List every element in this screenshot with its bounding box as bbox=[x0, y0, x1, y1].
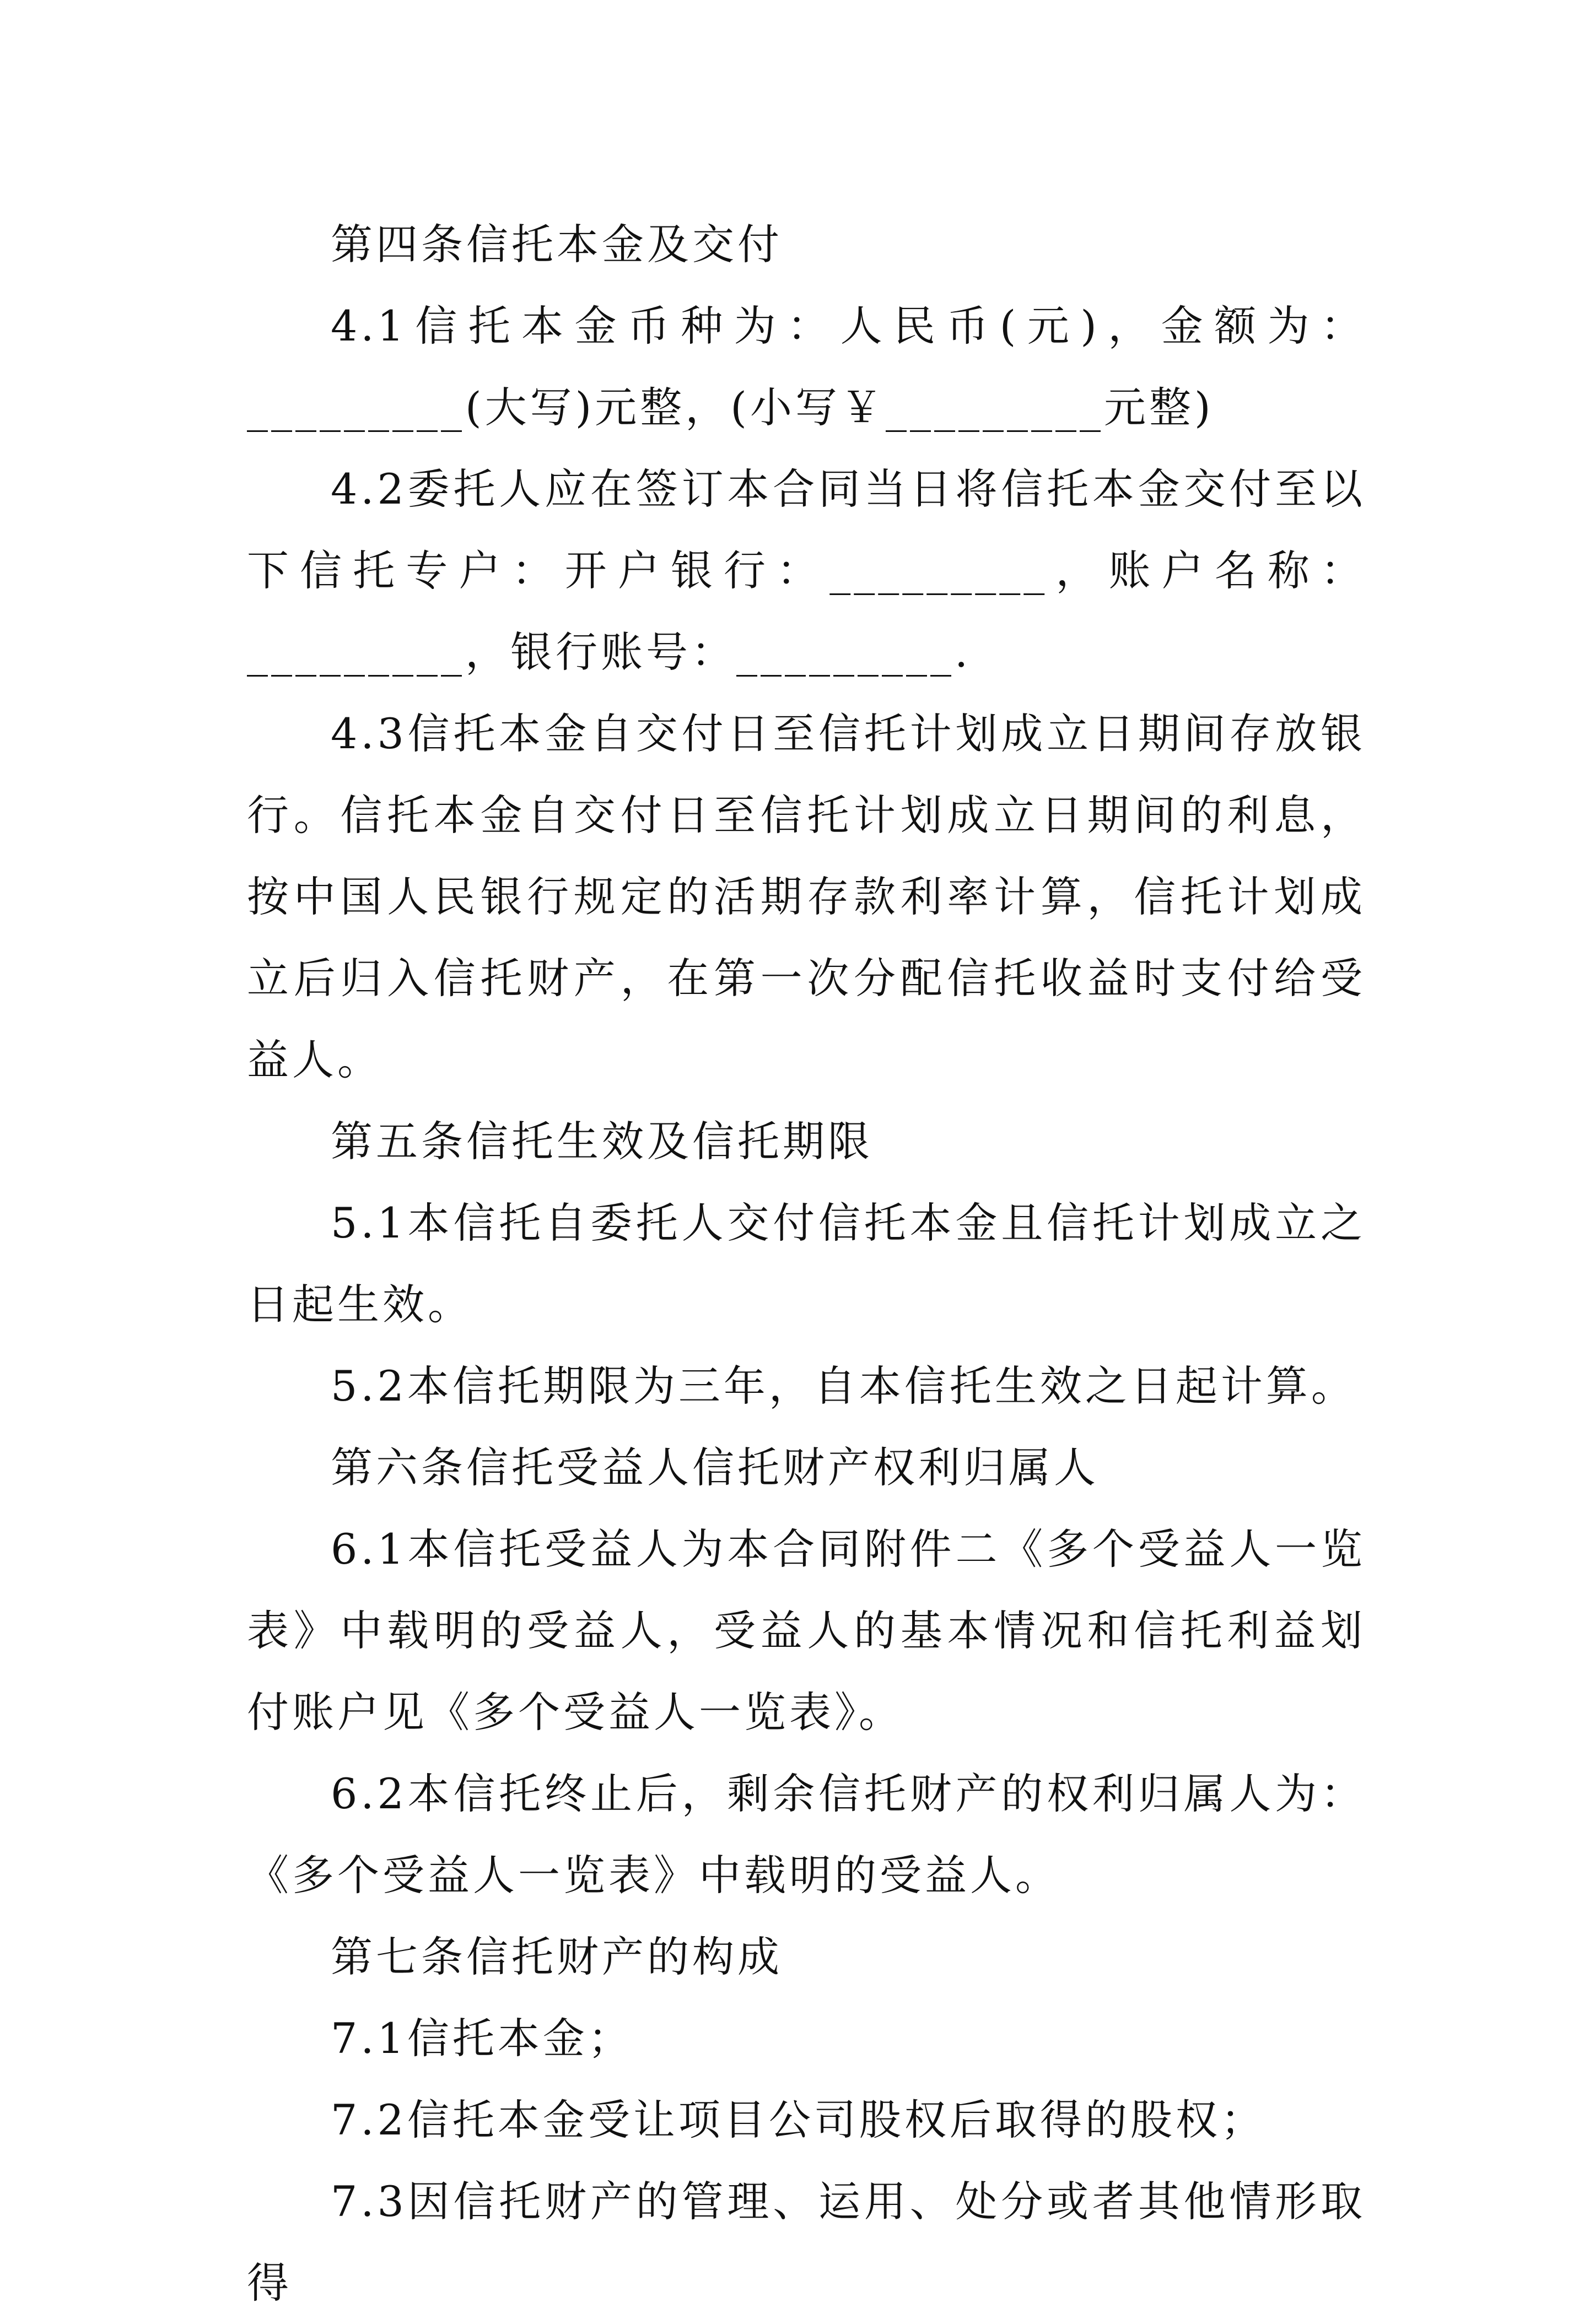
section-heading-6: 第六条信托受益人信托财产权利归属人 bbox=[331, 1443, 1099, 1492]
clause-4-1: 4.1信托本金币种为：人民币(元)，金额为：_________(大写)元整，(小写￥_________元整) bbox=[247, 301, 1366, 432]
clause-4-3: 4.3信托本金自交付日至信托计划成立日期间存放银行。信托本金自交付日至信托计划成立日期间的利息，按中国人民银行规定的活期存款利率计算，信托计划成立后归入信托财产，在第一次分配信托收益时支付给受益人。 bbox=[247, 709, 1366, 1084]
clause-7-3: 7.3因信托财产的管理、运用、处分或者其他情形取得 bbox=[247, 2177, 1366, 2307]
section-heading-5: 第五条信托生效及信托期限 bbox=[331, 1117, 873, 1166]
clause-7-1: 7.1信托本金； bbox=[331, 2014, 633, 2063]
section-heading-4: 第四条信托本金及交付 bbox=[331, 220, 783, 269]
clause-5-2: 5.2本信托期限为三年，自本信托生效之日起计算。 bbox=[331, 1361, 1356, 1410]
section-heading-7: 第七条信托财产的构成 bbox=[331, 1932, 783, 1981]
clause-5-1: 5.1本信托自委托人交付信托本金且信托计划成立之日起生效。 bbox=[247, 1198, 1366, 1329]
clause-6-2: 6.2本信托终止后，剩余信托财产的权利归属人为：《多个受益人一览表》中载明的受益人。 bbox=[247, 1769, 1366, 1900]
clause-6-1: 6.1本信托受益人为本合同附件二《多个受益人一览表》中载明的受益人，受益人的基本情况和信托利益划付账户见《多个受益人一览表》。 bbox=[247, 1525, 1366, 1737]
clause-4-2: 4.2委托人应在签订本合同当日将信托本金交付至以下信托专户：开户银行：_________，账户名称：_________，银行账号：_________. bbox=[247, 464, 1366, 677]
clause-7-2: 7.2信托本金受让项目公司股权后取得的股权； bbox=[331, 2095, 1266, 2144]
document-body bbox=[247, 204, 1366, 2324]
